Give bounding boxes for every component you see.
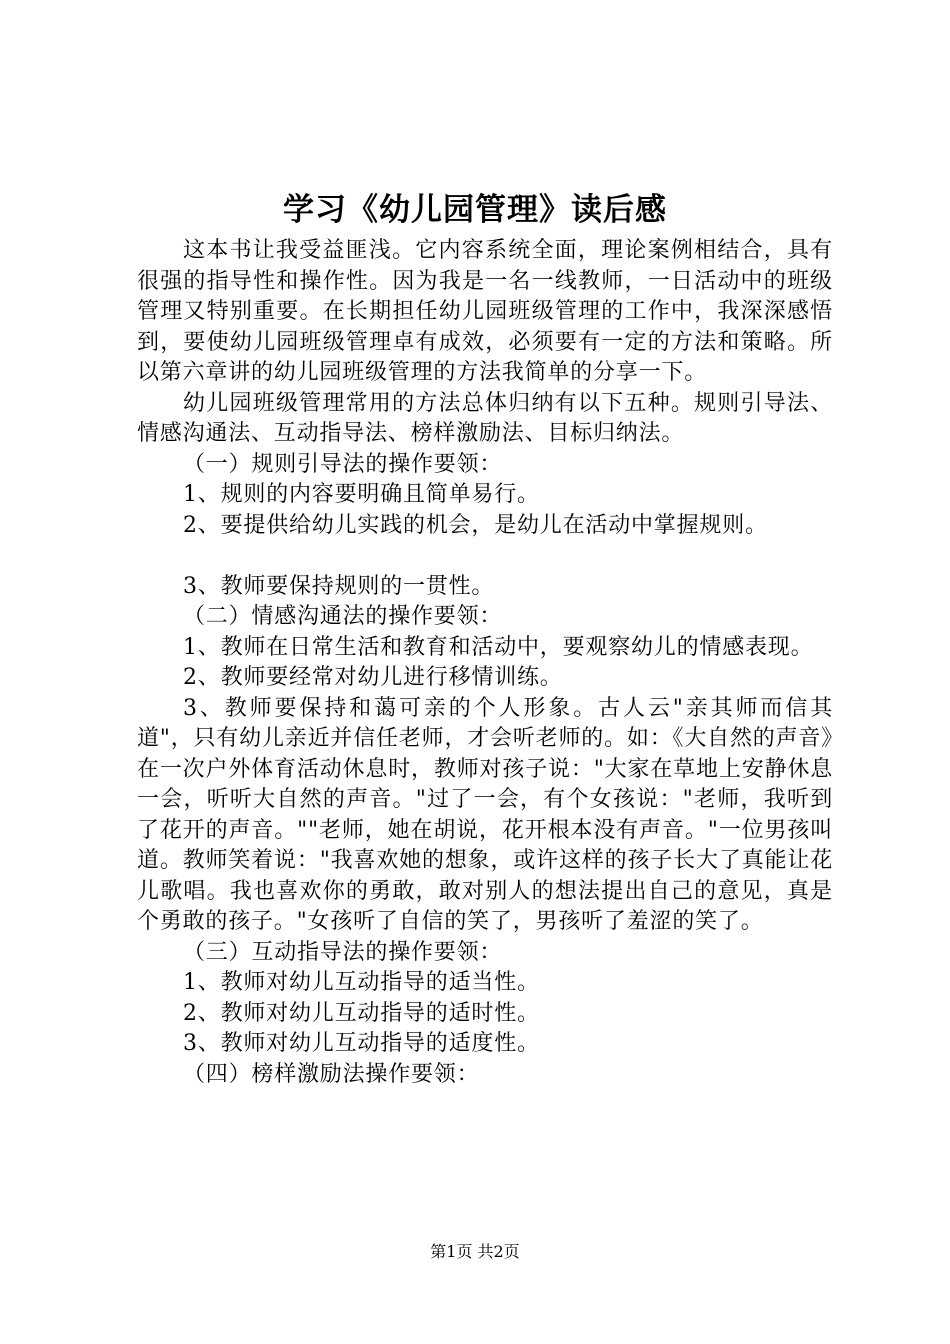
list-item-emotion-3: 3、教师要保持和蔼可亲的个人形象。古人云"亲其师而信其道"，只有幼儿亲近并信任老师，才会听老师的。如：《大自然的声音》在一次户外体育活动休息时，教师对孩子说："大家在草地上安静休息一会，听听大自然的声音。"过了一会，有个女孩说："老师，我听到了花开的声音。""老师，她在胡说，花开根本没有声音。"一位男孩叫道。教师笑着说："我喜欢她的想象，或许这样的孩子长大了真能让花儿歌唱。我也喜欢你的勇敢，敢对别人的想法提出自己的意见，真是个勇敢的孩子。"女孩听了自信的笑了，男孩听了羞涩的笑了。 bbox=[137, 695, 833, 934]
section-heading-role-model-incentive: （四）榜样激励法操作要领： bbox=[183, 1061, 480, 1087]
section-heading-emotional-communication: （二）情感沟通法的操作要领： bbox=[183, 604, 503, 629]
document-title: 学习《幼儿园管理》读后感 bbox=[283, 192, 667, 228]
section-heading-rule-guidance: （一）规则引导法的操作要领： bbox=[183, 451, 503, 477]
paragraph-methods-summary: 幼儿园班级管理常用的方法总体归纳有以下五种。规则引导法、情感沟通法、互动指导法、榜样激励法、目标归纳法。 bbox=[137, 390, 833, 446]
list-item-emotion-2: 2、教师要经常对幼儿进行移情训练。 bbox=[183, 665, 563, 690]
document-body bbox=[137, 236, 833, 1090]
list-item-emotion-1: 1、教师在日常生活和教育和活动中，要观察幼儿的情感表现。 bbox=[183, 634, 814, 660]
list-item-interactive-1: 1、教师对幼儿互动指导的适当性。 bbox=[183, 970, 540, 995]
list-item-rule-3: 3、教师要保持规则的一贯性。 bbox=[183, 573, 495, 599]
list-item-rule-1: 1、规则的内容要明确且简单易行。 bbox=[183, 482, 540, 507]
blank-line bbox=[137, 541, 833, 572]
list-item-interactive-3: 3、教师对幼儿互动指导的适度性。 bbox=[183, 1031, 540, 1056]
page-footer: 第1页 共2页 bbox=[430, 1242, 520, 1261]
paragraph-intro: 这本书让我受益匪浅。它内容系统全面，理论案例相结合，具有很强的指导性和操作性。因为我是一名一线教师，一日活动中的班级管理又特别重要。在长期担任幼儿园班级管理的工作中，我深深感悟到，要使幼儿园班级管理卓有成效，必须要有一定的方法和策略。所以第六章讲的幼儿园班级管理的方法我简单的分享一下。 bbox=[137, 238, 833, 385]
section-heading-interactive-guidance: （三）互动指导法的操作要领： bbox=[183, 939, 503, 965]
list-item-rule-2: 2、要提供给幼儿实践的机会，是幼儿在活动中掌握规则。 bbox=[183, 512, 768, 538]
list-item-interactive-2: 2、教师对幼儿互动指导的适时性。 bbox=[183, 1000, 540, 1026]
